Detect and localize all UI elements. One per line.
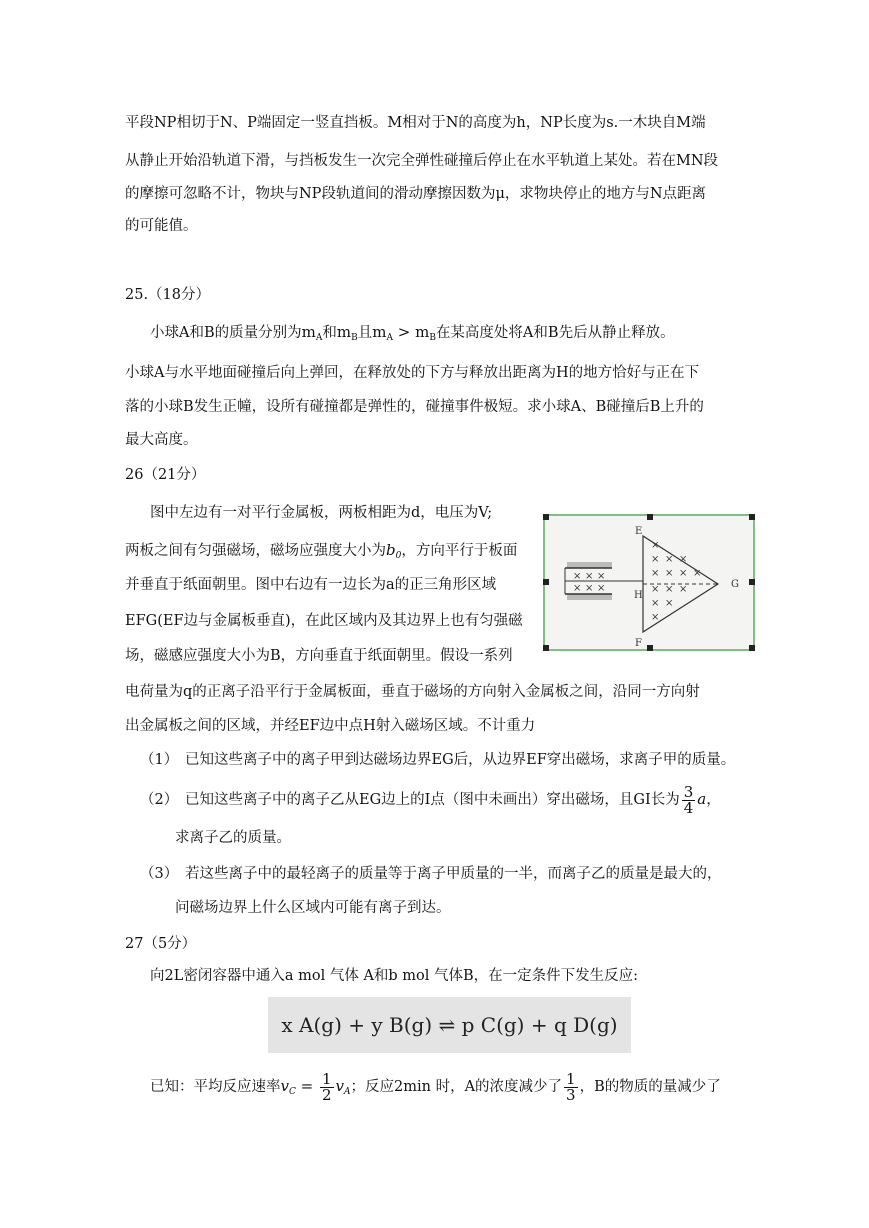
fraction-one-half: $\frac{1}{2}$ — [321, 1069, 332, 1104]
q26-line-6: 电荷量为q的正离子沿平行于金属板面，垂直于磁场的方向射入金属板之间，沿同一方向射 — [125, 684, 700, 700]
mass-b-symbol-2: $m_B$ — [415, 323, 436, 343]
q25-text-a: 小球A和B的质量分别为 — [150, 325, 302, 341]
field-mark: × — [651, 540, 660, 551]
field-mark: × — [679, 554, 688, 565]
q26-line-2: 两板之间有匀强磁场，磁场应强度大小为$b_0$，方向平行于板面 — [125, 541, 518, 561]
q26-line-7: 出金属板之间的区域，并经EF边中点H射入磁场区域。不计重力 — [125, 718, 536, 734]
label-e: E — [635, 526, 643, 537]
plate-field-marks-top: × — [573, 571, 582, 582]
q24-line-1: 平段NP相切于N、P端固定一竖直挡板。M相对于N的高度为h，NP长度为s.一木块自M端 — [125, 115, 706, 131]
plate-field-marks-bottom: × — [573, 583, 582, 594]
q25-text-b: 在某高度处将A和B先后从静止释放。 — [435, 325, 675, 341]
b0-symbol: $b_0$ — [386, 541, 402, 561]
field-mark: × — [665, 598, 674, 609]
q26-sub2-text: 已知这些离子中的离子乙从EG边上的I点（图中未画出）穿出磁场，且GI长为 $\frac{3}{4}$ a， — [185, 782, 721, 817]
q26-sub2-number: （2） — [140, 792, 179, 808]
va-symbol: $v_A$ — [335, 1077, 351, 1097]
q26-sub1-text: 已知这些离子中的离子甲到达磁场边界EG后，从边界EF穿出磁场，求离子甲的质量。 — [185, 752, 736, 768]
field-mark: × — [665, 568, 674, 579]
q25-line-2: 小球A与水平地面碰撞后向上弹回，在释放处的下方与释放出距离为H的地方恰好与正在下 — [125, 365, 700, 381]
q26-line-4: EFG(EF边与金属板垂直)，在此区域内及其边界上也有匀强磁 — [125, 613, 523, 629]
q26-sub3-number: （3） — [140, 866, 179, 882]
q25-cond: 且 — [357, 325, 373, 341]
magnetic-field-figure — [543, 514, 755, 651]
reaction-equation-box — [268, 997, 631, 1053]
reaction-equation: x A(g) + y B(g) ⇌ p C(g) + q D(g) — [281, 1013, 618, 1037]
mass-b-symbol: $m_B$ — [336, 323, 358, 343]
field-mark: × — [665, 584, 674, 595]
field-mark: × — [651, 568, 660, 579]
vc-symbol: $v_C$ — [280, 1077, 296, 1097]
field-mark: × — [651, 554, 660, 565]
mass-a-symbol-2: $m_A$ — [372, 323, 393, 343]
field-mark: × — [679, 568, 688, 579]
svg-text:×: × — [597, 583, 606, 594]
field-mark: × — [651, 612, 660, 623]
svg-text:×: × — [585, 571, 594, 582]
field-mark: × — [679, 584, 688, 595]
q27-line-1: 向2L密闭容器中通入a mol 气体 A和b mol 气体B，在一定条件下发生反应: — [150, 968, 639, 984]
q26-sub2-text-b: 求离子乙的质量。 — [175, 830, 291, 846]
upper-plate — [567, 562, 612, 568]
field-mark: × — [651, 584, 660, 595]
q25-and: 和 — [322, 325, 337, 341]
label-h: H — [634, 590, 643, 601]
label-g: G — [731, 579, 739, 590]
q26-line-5: 场，磁感应强度大小为B，方向垂直于纸面朝里。假设一系列 — [125, 648, 513, 664]
q25-line-1 — [150, 322, 675, 348]
field-mark: × — [651, 598, 660, 609]
field-mark: × — [665, 554, 674, 565]
greater-than: > — [392, 323, 416, 341]
figure-svg — [543, 514, 755, 651]
q26-sub3-text: 若这些离子中的最轻离子的质量等于离子甲质量的一半，而离子乙的质量是最大的， — [185, 866, 722, 882]
svg-text:×: × — [585, 583, 594, 594]
label-f: F — [635, 638, 642, 649]
q25-heading: 25.（18分） — [125, 287, 211, 303]
q25-line-3: 落的小球B发生正幢，设所有碰撞都是弹性的，碰撞事件极短。求小球A、B碰撞后B上升的 — [125, 399, 704, 415]
q26-sub3-text-b: 问磁场边界上什么区域内可能有离子到达。 — [175, 900, 451, 916]
q27-heading: 27（5分） — [125, 936, 197, 952]
q25-line-4: 最大高度。 — [125, 432, 198, 448]
fraction-one-third: $\frac{1}{3}$ — [566, 1069, 576, 1104]
mass-a-symbol: $m_A$ — [301, 323, 323, 343]
field-mark: × — [693, 568, 702, 579]
q27-line-2: 已知：平均反应速率$v_C$ = $\frac{1}{2}$ $v_A$；反应2min 时，A的浓度减少了 $\frac{1}{3}$ ，B的物质的量减少了 — [150, 1069, 721, 1104]
q26-line-3: 并垂直于纸面朝里。图中右边有一边长为a的正三角形区域 — [125, 577, 497, 593]
lower-plate — [567, 594, 612, 600]
q24-line-2: 从静止开始沿轨道下滑，与挡板发生一次完全弹性碰撞后停止在水平轨道上某处。若在MN段 — [125, 153, 719, 169]
q24-line-3: 的摩擦可忽略不计，物块与NP段轨道间的滑动摩擦因数为μ，求物块停止的地方与N点距离 — [125, 186, 707, 202]
q26-line-1: 图中左边有一对平行金属板，两板相距为d，电压为V; — [150, 505, 493, 521]
q24-line-4: 的可能值。 — [125, 218, 198, 234]
fraction-three-quarters: $\frac{3}{4}$ — [683, 782, 694, 817]
q26-sub1-number: （1） — [140, 752, 179, 768]
svg-text:×: × — [597, 571, 606, 582]
q26-heading: 26（21分） — [125, 467, 206, 483]
